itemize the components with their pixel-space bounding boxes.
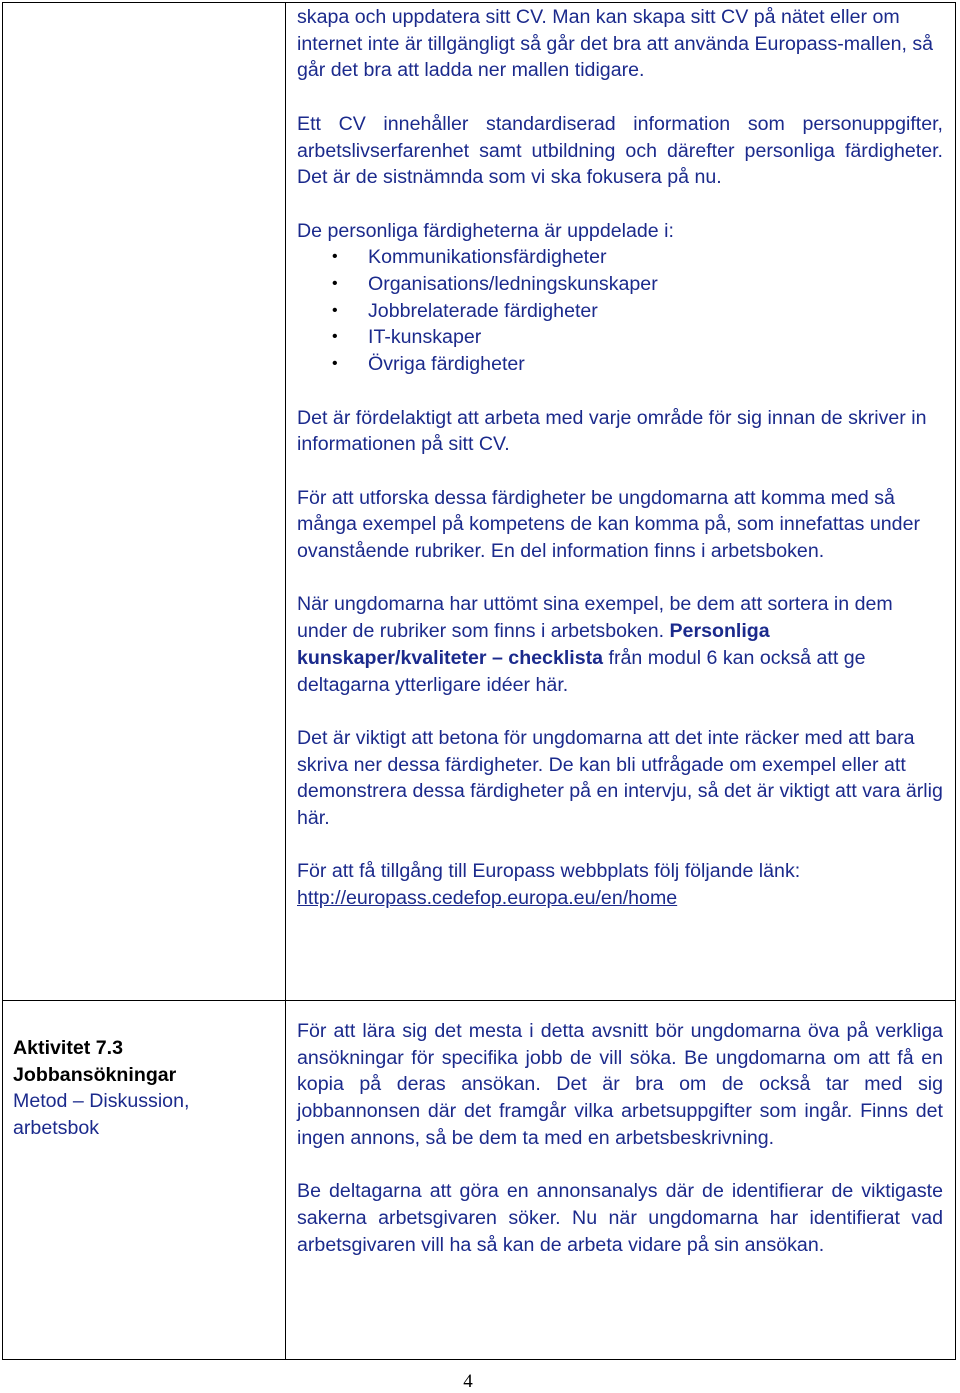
bottom-content-cell — [297, 1018, 943, 1258]
paragraph-cv-intro: skapa och uppdatera sitt CV. Man kan skapa sitt CV på nätet eller om internet inte är tillgängligt så går det bra att använda Europass-mallen, så går det bra att ladda ner mallen tidigare. — [297, 6, 934, 82]
sort-text-b: från modul 6 kan också att ge deltagarna ytterligare idéer här. — [297, 646, 866, 696]
list-item: • Jobbrelaterade färdigheter — [297, 298, 943, 325]
sort-text-a: När ungdomarna har uttömt sina exempel, be dem att sortera in dem under de rubriker som finns i arbetsboken. — [297, 593, 893, 643]
activity-method: Metod – Diskussion, arbetsbok — [13, 1090, 190, 1140]
activity-title: Aktivitet 7.3 — [13, 1037, 123, 1059]
paragraph-honesty: Det är viktigt att betona för ungdomarna att det inte räcker med att bara skriva ner dessa färdigheter. De kan bli utfrågade om exempel eller att demonstrera dessa färdigheter på en intervju, så det är viktigt att vara ärlig här. — [297, 726, 943, 829]
list-item: • Kommunikationsfärdigheter — [297, 244, 943, 271]
paragraph-europass-link — [297, 858, 943, 911]
skills-list — [297, 244, 943, 378]
list-item: • Organisations/ledningskunskaper — [297, 271, 943, 298]
paragraph-explore-skills: För att utforska dessa färdigheter be ungdomarna att komma med så många exempel på kompetens de kan komma på, som innefattas under ovanstående rubriker. En del information finns i arbetsboken. — [297, 486, 921, 562]
europass-link-intro: För att få tillgång till Europass webbplats följ följande länk: — [297, 860, 801, 883]
column-divider — [285, 2, 286, 1360]
paragraph-applications: För att lära sig det mesta i detta avsnitt bör ungdomarna öva på verkliga ansökningar för specifika jobb de vill söka. Be ungdomarna om att få en kopia på deras ansökan. Det är bra om de också tar med sig jobbannonsen där det framgår vilka arbetsuppgifter som ingår. Finns det ingen annons, så be dem ta med en arbetsbeskrivning. — [297, 1020, 943, 1149]
page-number: 4 — [463, 1371, 473, 1392]
europass-link[interactable]: http://europass.cedefop.europa.eu/en/home — [297, 887, 678, 910]
paragraph-cv-content: Ett CV innehåller standardiserad information som personuppgifter, arbetslivserfarenhet samt utbildning och därefter personliga färdigheter. Det är de sistnämnda som vi ska fokusera på nu. — [297, 112, 943, 189]
activity-label-cell — [13, 1035, 273, 1142]
list-item: • Övriga färdigheter — [297, 351, 943, 378]
paragraph-ad-analysis: Be deltagarna att göra en annonsanalys där de identifierar de viktigaste sakerna arbetsgivaren söker. Nu när ungdomarna har identifierat vad arbetsgivaren vill ha så kan de arbeta vidare på sin ansökan. — [297, 1180, 943, 1256]
paragraph-sort-examples — [297, 591, 943, 698]
row-divider — [2, 1000, 956, 1001]
list-intro: De personliga färdigheterna är uppdelade i: — [297, 219, 674, 242]
checklist-reference: Personliga kunskaper/kvaliteter – checklista — [297, 620, 770, 669]
activity-subtitle: Jobbansökningar — [13, 1063, 177, 1086]
paragraph-work-areas: Det är fördelaktigt att arbeta med varje område för sig innan de skriver in informationen på sitt CV. — [297, 406, 927, 456]
list-item: • IT-kunskaper — [297, 324, 943, 351]
top-content-cell — [297, 4, 943, 912]
